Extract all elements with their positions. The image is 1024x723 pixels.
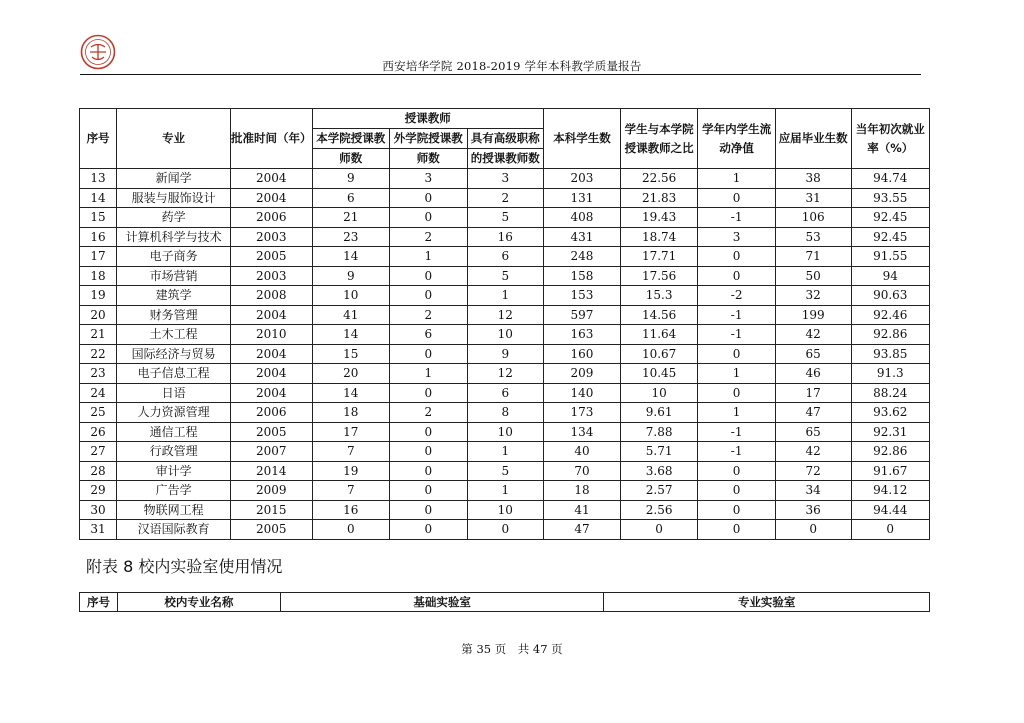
table-cell: -1 — [698, 208, 776, 228]
table-cell: 电子信息工程 — [117, 364, 231, 384]
table-row — [80, 344, 930, 364]
table-cell: 日语 — [117, 383, 231, 403]
col-header-senior-teachers: 具有高级职称 — [467, 129, 544, 149]
table-cell: 42 — [775, 325, 851, 345]
table-cell: 0 — [467, 520, 544, 540]
table-cell: 22.56 — [620, 169, 698, 189]
table-cell: 建筑学 — [117, 286, 231, 306]
table-cell: 2004 — [231, 344, 313, 364]
table-cell: 248 — [544, 247, 621, 267]
col-header-seq: 序号 — [80, 109, 117, 169]
table-cell: 1 — [390, 364, 468, 384]
table-cell: 6 — [312, 188, 390, 208]
table-cell: 93.55 — [851, 188, 930, 208]
table-cell: 财务管理 — [117, 305, 231, 325]
table-row — [80, 383, 930, 403]
table-cell: 10 — [467, 422, 544, 442]
table-cell: 7.88 — [620, 422, 698, 442]
section-title: 附表 8 校内实验室使用情况 — [86, 557, 283, 576]
table-cell: -2 — [698, 286, 776, 306]
table-cell: 25 — [80, 403, 117, 423]
table-cell: 10.67 — [620, 344, 698, 364]
table-cell: 2007 — [231, 442, 313, 462]
table-cell: 6 — [467, 383, 544, 403]
table-cell: 广告学 — [117, 481, 231, 501]
table-cell: 203 — [544, 169, 621, 189]
table-row — [80, 286, 930, 306]
table-cell: 1 — [698, 403, 776, 423]
col-header-major: 专业 — [117, 109, 231, 169]
table-row — [80, 227, 930, 247]
table-cell: 市场营销 — [117, 266, 231, 286]
major-statistics-table — [79, 108, 930, 540]
col-header-external-teachers: 外学院授课教 — [390, 129, 468, 149]
table-cell: 17 — [312, 422, 390, 442]
table-cell: 32 — [775, 286, 851, 306]
table-cell: 408 — [544, 208, 621, 228]
table-cell: 新闻学 — [117, 169, 231, 189]
table-cell: 2004 — [231, 364, 313, 384]
table-cell: 11.64 — [620, 325, 698, 345]
table-row — [80, 305, 930, 325]
table-cell: 31 — [80, 520, 117, 540]
table-cell: 3 — [698, 227, 776, 247]
table-cell: 0 — [312, 520, 390, 540]
table-cell: 36 — [775, 500, 851, 520]
table-cell: 电子商务 — [117, 247, 231, 267]
table-cell: 21 — [80, 325, 117, 345]
table-cell: 物联网工程 — [117, 500, 231, 520]
table-row — [80, 188, 930, 208]
table-cell: 91.67 — [851, 461, 930, 481]
table-cell: 2015 — [231, 500, 313, 520]
table-cell: -1 — [698, 442, 776, 462]
table-cell: 2 — [390, 403, 468, 423]
table-row — [80, 364, 930, 384]
col-header-senior-teachers-2: 的授课教师数 — [467, 149, 544, 169]
table-cell: 199 — [775, 305, 851, 325]
table-cell: 34 — [775, 481, 851, 501]
table-cell: 2005 — [231, 247, 313, 267]
table-cell: 14.56 — [620, 305, 698, 325]
table-row — [80, 169, 930, 189]
col-header-employment: 当年初次就业 率（%） — [851, 109, 930, 169]
table-cell: 94.44 — [851, 500, 930, 520]
table-cell: 2009 — [231, 481, 313, 501]
table-cell: 21.83 — [620, 188, 698, 208]
table-cell: 5 — [467, 208, 544, 228]
table-cell: 20 — [312, 364, 390, 384]
col-header-teachers-group: 授课教师 — [312, 109, 544, 129]
table-cell: 2004 — [231, 383, 313, 403]
table-cell: 40 — [544, 442, 621, 462]
table-cell: 7 — [312, 481, 390, 501]
table-cell: 94 — [851, 266, 930, 286]
table-cell: 3.68 — [620, 461, 698, 481]
table-cell: 药学 — [117, 208, 231, 228]
table-cell: 158 — [544, 266, 621, 286]
table-cell: 65 — [775, 344, 851, 364]
col-header-external-teachers-2: 师数 — [390, 149, 468, 169]
table-cell: 1 — [467, 481, 544, 501]
table-cell: 5.71 — [620, 442, 698, 462]
table-cell: 7 — [312, 442, 390, 462]
lab-usage-table — [79, 592, 930, 612]
table-cell: 通信工程 — [117, 422, 231, 442]
table-cell: 65 — [775, 422, 851, 442]
table-row — [80, 325, 930, 345]
table-cell: 92.45 — [851, 208, 930, 228]
table-cell: 18 — [544, 481, 621, 501]
table-cell: 10 — [312, 286, 390, 306]
table-cell: 行政管理 — [117, 442, 231, 462]
table-cell: 29 — [80, 481, 117, 501]
table-cell: 140 — [544, 383, 621, 403]
table-cell: 92.86 — [851, 442, 930, 462]
table-cell: 0 — [698, 500, 776, 520]
table-cell: 1 — [390, 247, 468, 267]
table-cell: 2005 — [231, 422, 313, 442]
table-cell: 1 — [698, 169, 776, 189]
table-cell: 2.57 — [620, 481, 698, 501]
table-cell: 93.62 — [851, 403, 930, 423]
table-cell: 153 — [544, 286, 621, 306]
table-cell: 19 — [80, 286, 117, 306]
table-cell: 17 — [775, 383, 851, 403]
table-cell: 14 — [312, 325, 390, 345]
table-cell: 10 — [467, 325, 544, 345]
table-cell: 17.71 — [620, 247, 698, 267]
table-row — [80, 520, 930, 540]
table-cell: 审计学 — [117, 461, 231, 481]
table-cell: 47 — [775, 403, 851, 423]
table-cell: 国际经济与贸易 — [117, 344, 231, 364]
table-row — [80, 403, 930, 423]
table-cell: 15 — [80, 208, 117, 228]
table-cell: 14 — [80, 188, 117, 208]
table-cell: 0 — [851, 520, 930, 540]
table-cell: 47 — [544, 520, 621, 540]
table-cell: 3 — [390, 169, 468, 189]
table-cell: 5 — [467, 266, 544, 286]
table-cell: 人力资源管理 — [117, 403, 231, 423]
table-cell: 94.12 — [851, 481, 930, 501]
table-cell: 92.46 — [851, 305, 930, 325]
table-row — [80, 266, 930, 286]
table-cell: 1 — [467, 286, 544, 306]
table-cell: 0 — [775, 520, 851, 540]
table-cell: 0 — [390, 520, 468, 540]
col-header-internal-teachers-2: 师数 — [312, 149, 390, 169]
table-cell: 92.86 — [851, 325, 930, 345]
table-cell: 92.45 — [851, 227, 930, 247]
table-row — [80, 208, 930, 228]
table-cell: 0 — [698, 481, 776, 501]
table-row — [80, 247, 930, 267]
table-cell: 9 — [467, 344, 544, 364]
table-cell: 1 — [698, 364, 776, 384]
table-cell: 6 — [467, 247, 544, 267]
col-header-flow: 学年内学生流 动净值 — [698, 109, 776, 169]
col-header-basic-lab: 基础实验室 — [280, 593, 604, 612]
table-cell: 71 — [775, 247, 851, 267]
table-cell: 94.74 — [851, 169, 930, 189]
table-cell: 31 — [775, 188, 851, 208]
table-cell: 431 — [544, 227, 621, 247]
table-cell: 2006 — [231, 403, 313, 423]
table-cell: 17.56 — [620, 266, 698, 286]
table-cell: 38 — [775, 169, 851, 189]
table-cell: 72 — [775, 461, 851, 481]
header-divider — [80, 74, 921, 75]
table-cell: 19.43 — [620, 208, 698, 228]
table-cell: 0 — [390, 422, 468, 442]
table-cell: 2.56 — [620, 500, 698, 520]
table-body — [80, 169, 930, 540]
table-cell: 16 — [80, 227, 117, 247]
table-cell: 93.85 — [851, 344, 930, 364]
table-cell: 10 — [620, 383, 698, 403]
col-header-major-name: 校内专业名称 — [117, 593, 280, 612]
table-cell: 15 — [312, 344, 390, 364]
table-cell: 15.3 — [620, 286, 698, 306]
table-header-row — [80, 593, 930, 612]
table-cell: 18.74 — [620, 227, 698, 247]
table-cell: 2004 — [231, 169, 313, 189]
table-cell: 30 — [80, 500, 117, 520]
table-row — [80, 481, 930, 501]
table-cell: 6 — [390, 325, 468, 345]
table-cell: 28 — [80, 461, 117, 481]
table-cell: 1 — [467, 442, 544, 462]
table-cell: 0 — [698, 188, 776, 208]
table-cell: 服装与服饰设计 — [117, 188, 231, 208]
col-header-special-lab: 专业实验室 — [604, 593, 930, 612]
report-header-title: 西安培华学院 2018-2019 学年本科教学质量报告 — [382, 59, 642, 73]
table-cell: 23 — [80, 364, 117, 384]
table-cell: 0 — [390, 208, 468, 228]
table-cell: 18 — [312, 403, 390, 423]
table-cell: 2 — [390, 227, 468, 247]
table-cell: 163 — [544, 325, 621, 345]
table-cell: 91.3 — [851, 364, 930, 384]
table-cell: 41 — [312, 305, 390, 325]
table-cell: 土木工程 — [117, 325, 231, 345]
table-cell: 2008 — [231, 286, 313, 306]
table-cell: 2 — [467, 188, 544, 208]
table-cell: 0 — [698, 383, 776, 403]
table-cell: 46 — [775, 364, 851, 384]
table-cell: 9 — [312, 266, 390, 286]
table-cell: 2014 — [231, 461, 313, 481]
table-cell: 173 — [544, 403, 621, 423]
table-cell: 10 — [467, 500, 544, 520]
table-cell: 10.45 — [620, 364, 698, 384]
table-cell: 0 — [698, 520, 776, 540]
table-cell: 0 — [390, 286, 468, 306]
table-cell: 91.55 — [851, 247, 930, 267]
table-cell: 8 — [467, 403, 544, 423]
table-cell: -1 — [698, 305, 776, 325]
table-cell: 16 — [312, 500, 390, 520]
table-cell: 0 — [390, 188, 468, 208]
table-cell: 88.24 — [851, 383, 930, 403]
table-cell: 0 — [698, 344, 776, 364]
table-cell: 160 — [544, 344, 621, 364]
table-cell: 2010 — [231, 325, 313, 345]
col-header-internal-teachers: 本学院授课教 — [312, 129, 390, 149]
table-cell: 131 — [544, 188, 621, 208]
table-cell: 2004 — [231, 188, 313, 208]
table-row — [80, 422, 930, 442]
table-cell: 2006 — [231, 208, 313, 228]
table-cell: 42 — [775, 442, 851, 462]
table-cell: 2003 — [231, 227, 313, 247]
table-cell: 90.63 — [851, 286, 930, 306]
table-cell: -1 — [698, 422, 776, 442]
table-cell: 0 — [390, 500, 468, 520]
table-cell: 24 — [80, 383, 117, 403]
table-cell: 14 — [312, 383, 390, 403]
table-cell: 2 — [390, 305, 468, 325]
table-cell: 0 — [390, 383, 468, 403]
table-cell: 0 — [390, 442, 468, 462]
table-cell: 2004 — [231, 305, 313, 325]
table-cell: 597 — [544, 305, 621, 325]
table-cell: 13 — [80, 169, 117, 189]
table-cell: 9 — [312, 169, 390, 189]
table-cell: 2005 — [231, 520, 313, 540]
table-cell: 20 — [80, 305, 117, 325]
table-cell: 41 — [544, 500, 621, 520]
table-cell: 计算机科学与技术 — [117, 227, 231, 247]
table-cell: 134 — [544, 422, 621, 442]
table-cell: 27 — [80, 442, 117, 462]
table-cell: 12 — [467, 364, 544, 384]
col-header-ratio: 学生与本学院 授课教师之比 — [620, 109, 698, 169]
table-cell: 21 — [312, 208, 390, 228]
col-header-graduates: 应届毕业生数 — [775, 109, 851, 169]
table-cell: 0 — [390, 266, 468, 286]
table-cell: 22 — [80, 344, 117, 364]
col-header-students: 本科学生数 — [544, 109, 621, 169]
table-cell: 17 — [80, 247, 117, 267]
table-cell: 18 — [80, 266, 117, 286]
table-row — [80, 461, 930, 481]
page-number: 第 35 页 共 47 页 — [461, 642, 563, 656]
table-cell: 0 — [698, 247, 776, 267]
col-header-approval: 批准时间（年） — [231, 109, 313, 169]
table-cell: 汉语国际教育 — [117, 520, 231, 540]
table-cell: 12 — [467, 305, 544, 325]
table-cell: 0 — [390, 481, 468, 501]
table-row — [80, 500, 930, 520]
table-cell: 5 — [467, 461, 544, 481]
table-header-row — [80, 109, 930, 129]
table-cell: 0 — [390, 461, 468, 481]
table-cell: 0 — [698, 461, 776, 481]
table-cell: 92.31 — [851, 422, 930, 442]
table-cell: 14 — [312, 247, 390, 267]
table-cell: 53 — [775, 227, 851, 247]
table-cell: 50 — [775, 266, 851, 286]
table-cell: 70 — [544, 461, 621, 481]
table-cell: 3 — [467, 169, 544, 189]
table-cell: 0 — [698, 266, 776, 286]
table-cell: 0 — [620, 520, 698, 540]
table-cell: 26 — [80, 422, 117, 442]
table-cell: 2003 — [231, 266, 313, 286]
table-cell: 23 — [312, 227, 390, 247]
table-cell: 16 — [467, 227, 544, 247]
table-cell: 9.61 — [620, 403, 698, 423]
table-cell: 209 — [544, 364, 621, 384]
col-header-seq: 序号 — [80, 593, 118, 612]
table-cell: -1 — [698, 325, 776, 345]
table-cell: 0 — [390, 344, 468, 364]
table-row — [80, 442, 930, 462]
table-cell: 106 — [775, 208, 851, 228]
table-cell: 19 — [312, 461, 390, 481]
